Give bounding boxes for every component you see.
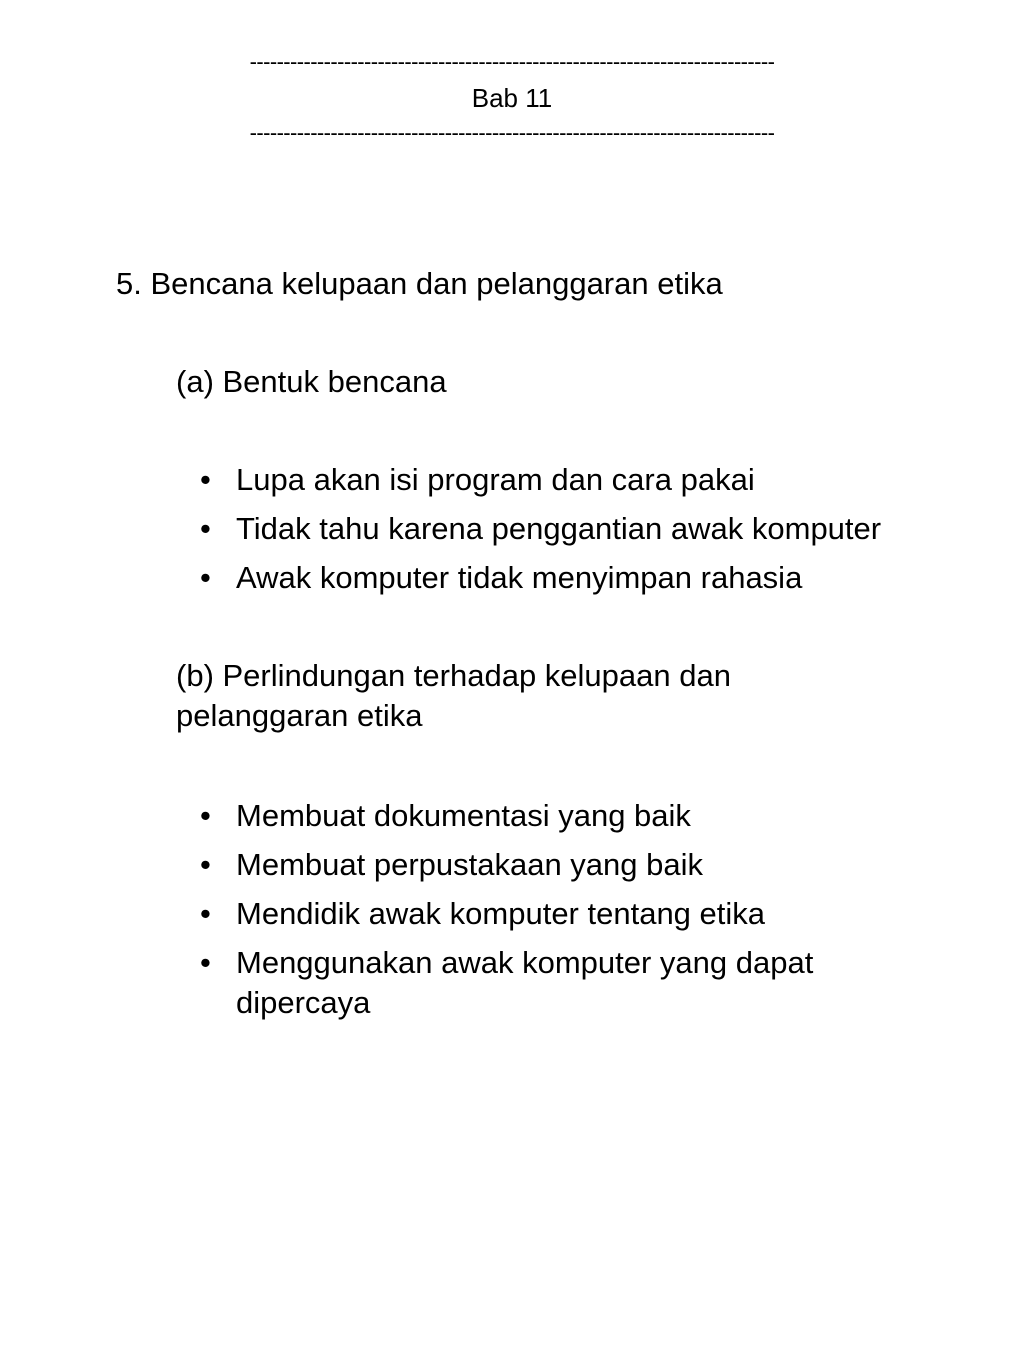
bullet-icon: • [200,462,211,497]
header-rule-bottom: ------------------------------------------------------------------------------ [249,121,775,145]
list-item-text: Menggunakan awak komputer yang dapat dipercaya [236,945,814,1020]
bullet-icon: • [200,945,211,980]
list-item-text: Tidak tahu karena penggantian awak komputer [236,511,882,546]
list-item-text: Lupa akan isi program dan cara pakai [236,462,755,497]
header-rule-top: ------------------------------------------------------------------------------ [249,50,775,74]
bullet-icon: • [200,798,211,833]
list-item [176,845,896,885]
list-item-text: Membuat dokumentasi yang baik [236,798,691,833]
list-item-text: Awak komputer tidak menyimpan rahasia [236,560,803,595]
part-a-bullet-list [176,460,976,607]
list-item [176,796,896,836]
part-b-heading: (b) Perlindungan terhadap kelupaan dan pelanggaran etika [176,658,731,733]
list-item [176,943,896,1023]
part-b-bullet-list [176,796,896,1032]
bullet-icon: • [200,847,211,882]
list-item [176,460,976,500]
list-item [176,894,896,934]
list-item-text: Mendidik awak komputer tentang etika [236,896,766,931]
part-a-heading: (a) Bentuk bencana [176,364,447,399]
list-item [176,558,976,598]
bullet-icon: • [200,560,211,595]
bullet-icon: • [200,896,211,931]
list-item-text: Membuat perpustakaan yang baik [236,847,704,882]
bullet-icon: • [200,511,211,546]
section-heading: 5. Bencana kelupaan dan pelanggaran etika [116,266,723,301]
chapter-title: Bab 11 [471,83,553,113]
list-item [176,509,976,549]
